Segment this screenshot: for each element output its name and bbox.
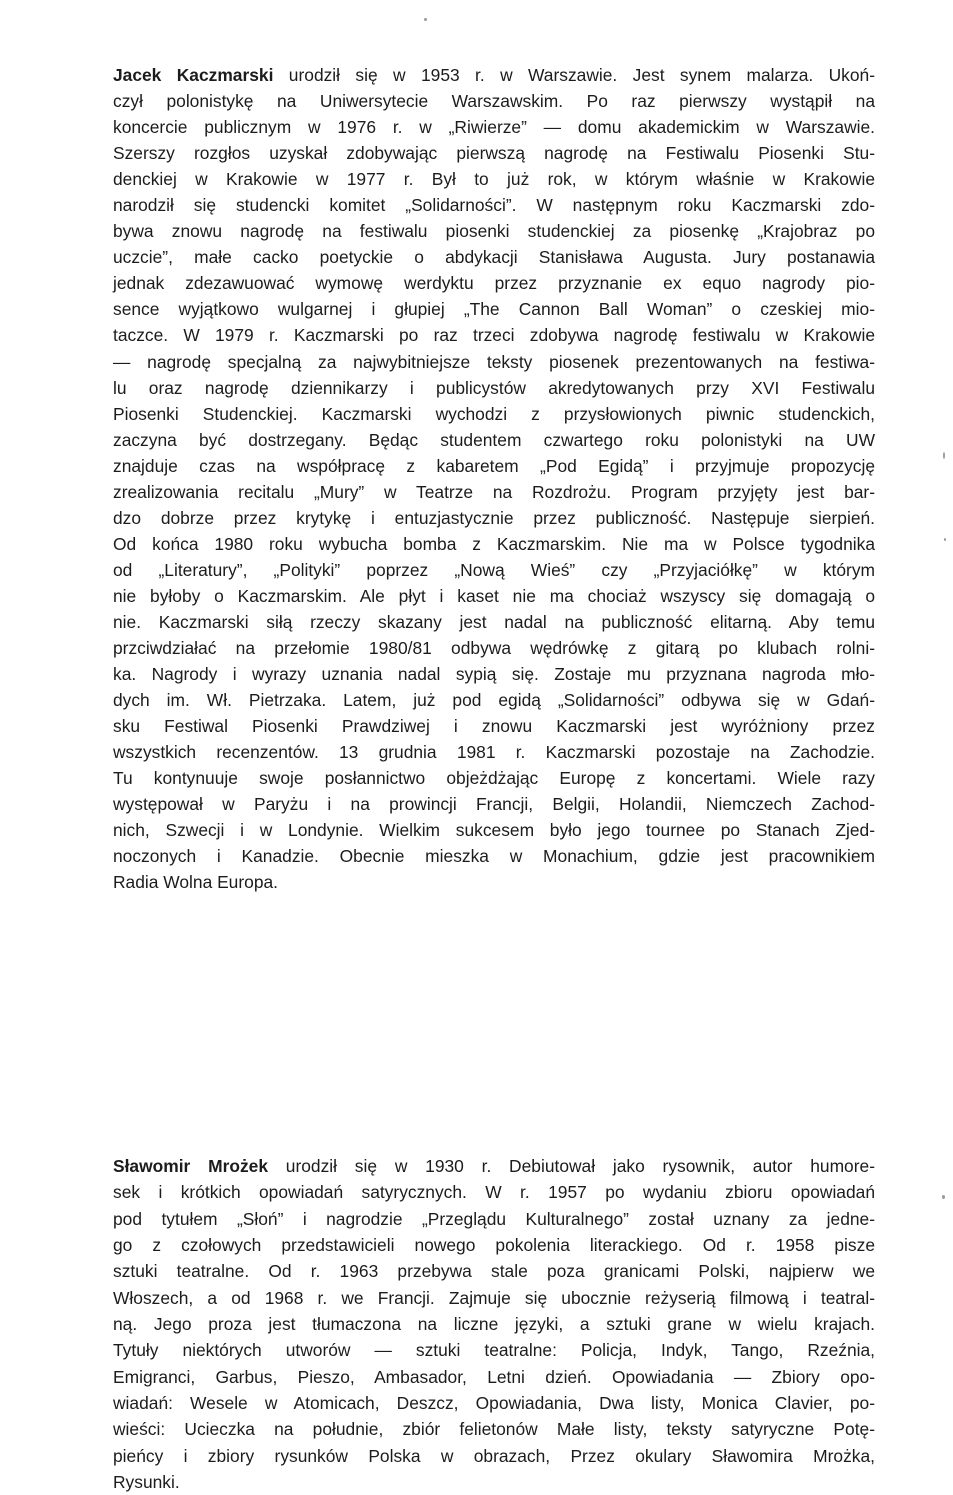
scan-speck — [942, 1195, 945, 1199]
bio-line: występował w Paryżu i na prowincji Francji, Belgii, Holandii, Niemczech Zachod- — [113, 794, 875, 815]
bio-line: pod tytułem „Słoń” i nagrodzie „Przeglądu Kulturalnego” został uznany za jedne- — [113, 1208, 875, 1229]
bio-line: wiadań: Wesele w Atomicach, Deszcz, Opowiadania, Dwa listy, Monica Clavier, po- — [113, 1393, 875, 1414]
bio-line: znajduje czas na współpracę z kabaretem „Pod Egidą” i przyjmuje propozycję — [113, 455, 875, 476]
scan-speck — [943, 452, 945, 459]
bio-line: wieści: Ucieczka na południe, zbiór felietonów Małe listy, teksty satyryczne Potę- — [113, 1419, 875, 1440]
bio-line: Tytuły niektórych utworów — sztuki teatralne: Policja, Indyk, Tango, Rzeźnia, — [113, 1340, 875, 1361]
biography-kaczmarski — [113, 62, 875, 896]
bio-line: sek i krótkich opowiadań satyrycznych. W r. 1957 po wydaniu zbioru opowiadań — [113, 1182, 875, 1203]
bio-line: narodził się studencki komitet „Solidarności”. W następnym roku Kaczmarski zdo- — [113, 195, 875, 216]
bio-line: od „Literatury”, „Polityki” poprzez „Nową Wieś” czy „Przyjaciółkę” w którym — [113, 559, 875, 580]
bio-line: Od końca 1980 roku wybucha bomba z Kaczmarskim. Nie ma w Polsce tygodnika — [113, 533, 875, 554]
person-name: Jacek Kaczmarski — [113, 65, 274, 85]
bio-line: koncercie publicznym w 1976 r. w „Riwierze” — domu akademickim w Warszawie. — [113, 117, 875, 138]
bio-line: ka. Nagrody i wyrazy uznania nadal sypią się. Zostaje mu przyznana nagroda mło- — [113, 664, 875, 685]
bio-line: nich, Szwecji i w Londynie. Wielkim sukcesem było jego tournee po Stanach Zjed- — [113, 820, 875, 841]
bio-line: uczcie”, małe cacko poetyckie o abdykacji Stanisława Augusta. Jury postanawia — [113, 247, 875, 268]
bio-line: pieńcy i zbiory rysunków Polska w obrazach, Przez okulary Sławomira Mrożka, — [113, 1445, 875, 1466]
bio-line: — nagrodę specjalną za najwybitniejsze teksty piosenek prezentowanych na festiwa- — [113, 351, 875, 372]
bio-line: Szerszy rozgłos uzyskał zdobywając pierwszą nagrodę na Festiwalu Piosenki Stu- — [113, 143, 875, 164]
bio-line: Jacek Kaczmarski urodził się w 1953 r. w Warszawie. Jest synem malarza. Ukoń- — [113, 65, 875, 85]
bio-line: go z czołowych przedstawicieli nowego pokolenia literackiego. Od r. 1958 pisze — [113, 1235, 875, 1256]
bio-line: bywa znowu nagrodę na festiwalu piosenki studenckiej za piosenkę „Krajobraz po — [113, 221, 875, 242]
bio-line: nie. Kaczmarski siłą rzeczy skazany jest nadal na publiczność elitarną. Aby temu — [113, 611, 875, 632]
bio-line: denckiej w Krakowie w 1977 r. Był to już rok, w którym właśnie w Krakowie — [113, 169, 875, 190]
bio-line: Sławomir Mrożek urodził się w 1930 r. Debiutował jako rysownik, autor humore- — [113, 1156, 875, 1176]
bio-line: Radia Wolna Europa. — [113, 872, 278, 893]
bio-line: dych im. Wł. Pietrzaka. Latem, już pod egidą „Solidarności” odbywa się w Gdań- — [113, 690, 875, 711]
bio-line: Piosenki Studenckiej. Kaczmarski wychodzi z przysłowionych piwnic studenckich, — [113, 403, 875, 424]
bio-line: ną. Jego proza jest tłumaczona na liczne języki, a sztuki grane w wielu krajach. — [113, 1314, 875, 1335]
scan-speck — [424, 18, 427, 21]
bio-line: Włoszech, a od 1968 r. we Francji. Zajmuje się ubocznie reżyserią filmową i teatral- — [113, 1287, 875, 1308]
bio-line: Emigranci, Garbus, Pieszo, Ambasador, Letni dzień. Opowiadania — Zbiory opo- — [113, 1366, 875, 1387]
bio-line: sence wyjątkowo wulgarnej i głupiej „The Cannon Ball Woman” o czeskiej mio- — [113, 299, 875, 320]
bio-line: Rysunki. — [113, 1472, 180, 1493]
bio-line: dzo dobrze przez krytykę i entuzjastycznie przez publiczność. Następuje sierpień. — [113, 507, 875, 528]
bio-line: jednak zdezawuować wymowę werdyktu przez przyznanie ex equo nagrody pio- — [113, 273, 875, 294]
bio-line: Tu kontynuuje swoje posłannictwo objeżdżając Europę z koncertami. Wiele razy — [113, 768, 875, 789]
biography-mrozek — [113, 1153, 875, 1495]
bio-line: zrealizowania recitalu „Mury” w Teatrze na Rozdrożu. Program przyjęty jest bar- — [113, 481, 875, 502]
bio-line: noczonych i Kanadzie. Obecnie mieszka w Monachium, gdzie jest pracownikiem — [113, 846, 875, 867]
person-name: Sławomir Mrożek — [113, 1156, 269, 1176]
bio-line: wszystkich recenzentów. 13 grudnia 1981 r. Kaczmarski pozostaje na Zachodzie. — [113, 742, 875, 763]
bio-line: lu oraz nagrodę dziennikarzy i publicystów akredytowanych przy XVI Festiwalu — [113, 377, 875, 398]
bio-line: czył polonistykę na Uniwersytecie Warszawskim. Po raz pierwszy wystąpił na — [113, 91, 875, 112]
bio-line: sztuki teatralne. Od r. 1963 przebywa stale poza granicami Polski, najpierw we — [113, 1261, 875, 1282]
bio-line: sku Festiwal Piosenki Prawdziwej i znowu Kaczmarski jest wyróżniony przez — [113, 716, 875, 737]
bio-line: przciwdziałać na przełomie 1980/81 odbywa wędrówkę z gitarą po klubach rolni- — [113, 638, 875, 659]
scan-speck — [944, 538, 946, 541]
bio-line: nie byłoby o Kaczmarskim. Ale płyt i kaset nie ma chociaż wszyscy się domagają o — [113, 585, 875, 606]
bio-line: zaczyna być dostrzegany. Będąc studentem czwartego roku polonistyki na UW — [113, 429, 875, 450]
bio-line: taczce. W 1979 r. Kaczmarski po raz trzeci zdobywa nagrodę festiwalu w Krakowie — [113, 325, 875, 346]
